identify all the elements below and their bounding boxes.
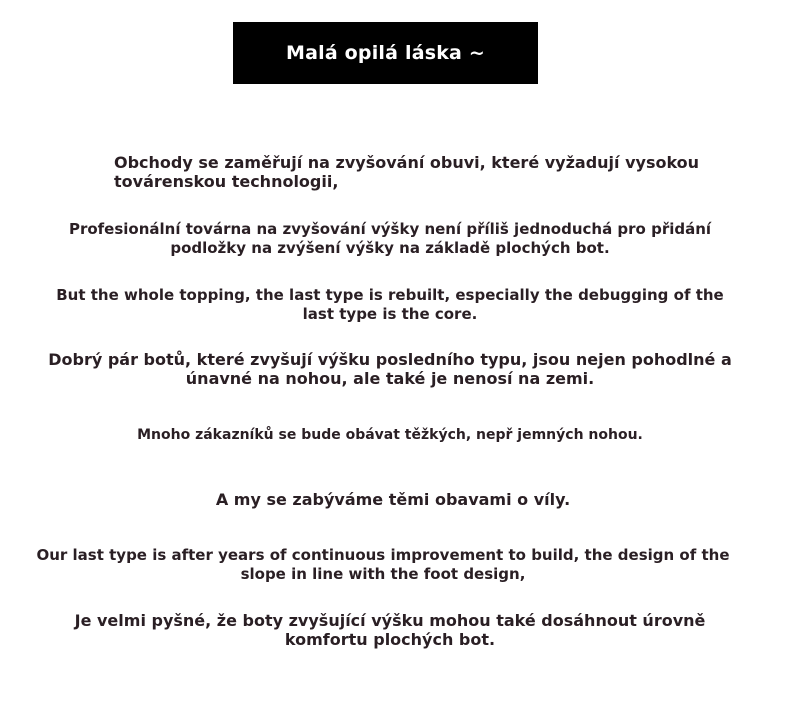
paragraph-line: But the whole topping, the last type is rebuilt, especially the debugging of the [56, 286, 724, 304]
paragraph-line: Profesionální továrna na zvyšování výšky není příliš jednoduchá pro přidání [68, 220, 712, 238]
paragraph-line: komfortu plochých bot. [284, 630, 496, 649]
paragraph-line: Obchody se zaměřují na zvyšování obuvi, které vyžadují vysokou [114, 153, 700, 172]
paragraph-comfort [40, 350, 740, 388]
paragraph-customer-worries [40, 426, 740, 445]
title-banner: Malá opilá láska ~ [233, 22, 538, 84]
paragraph-line: podložky na zvýšení výšky na základě plochých bot. [170, 239, 610, 257]
paragraph-line: Dobrý pár botů, které zvyšují výšku posledního typu, jsou nejen pohodlné a [48, 350, 732, 369]
paragraph-line: last type is the core. [302, 305, 478, 323]
paragraph-line: továrenskou technologii, [114, 172, 339, 191]
paragraph-addressing-worries [40, 490, 746, 509]
paragraph-shop-focus [114, 153, 699, 191]
paragraph-proud [40, 611, 740, 649]
paragraph-line: slope in line with the foot design, [240, 565, 526, 583]
paragraph-continuous-improvement [20, 546, 746, 584]
paragraph-line: únavné na nohou, ale také je nenosí na zemi. [185, 369, 595, 388]
paragraph-factory [60, 220, 720, 258]
paragraph-line: Je velmi pyšné, že boty zvyšující výšku mohou také dosáhnout úrovně [74, 611, 706, 630]
paragraph-last-type-rebuilt [40, 286, 740, 324]
paragraph-line: Mnoho zákazníků se bude obávat těžkých, nepř jemných nohou. [137, 427, 643, 443]
paragraph-line: A my se zabýváme těmi obavami o víly. [215, 490, 571, 509]
paragraph-line: Our last type is after years of continuous improvement to build, the design of the [36, 546, 730, 564]
